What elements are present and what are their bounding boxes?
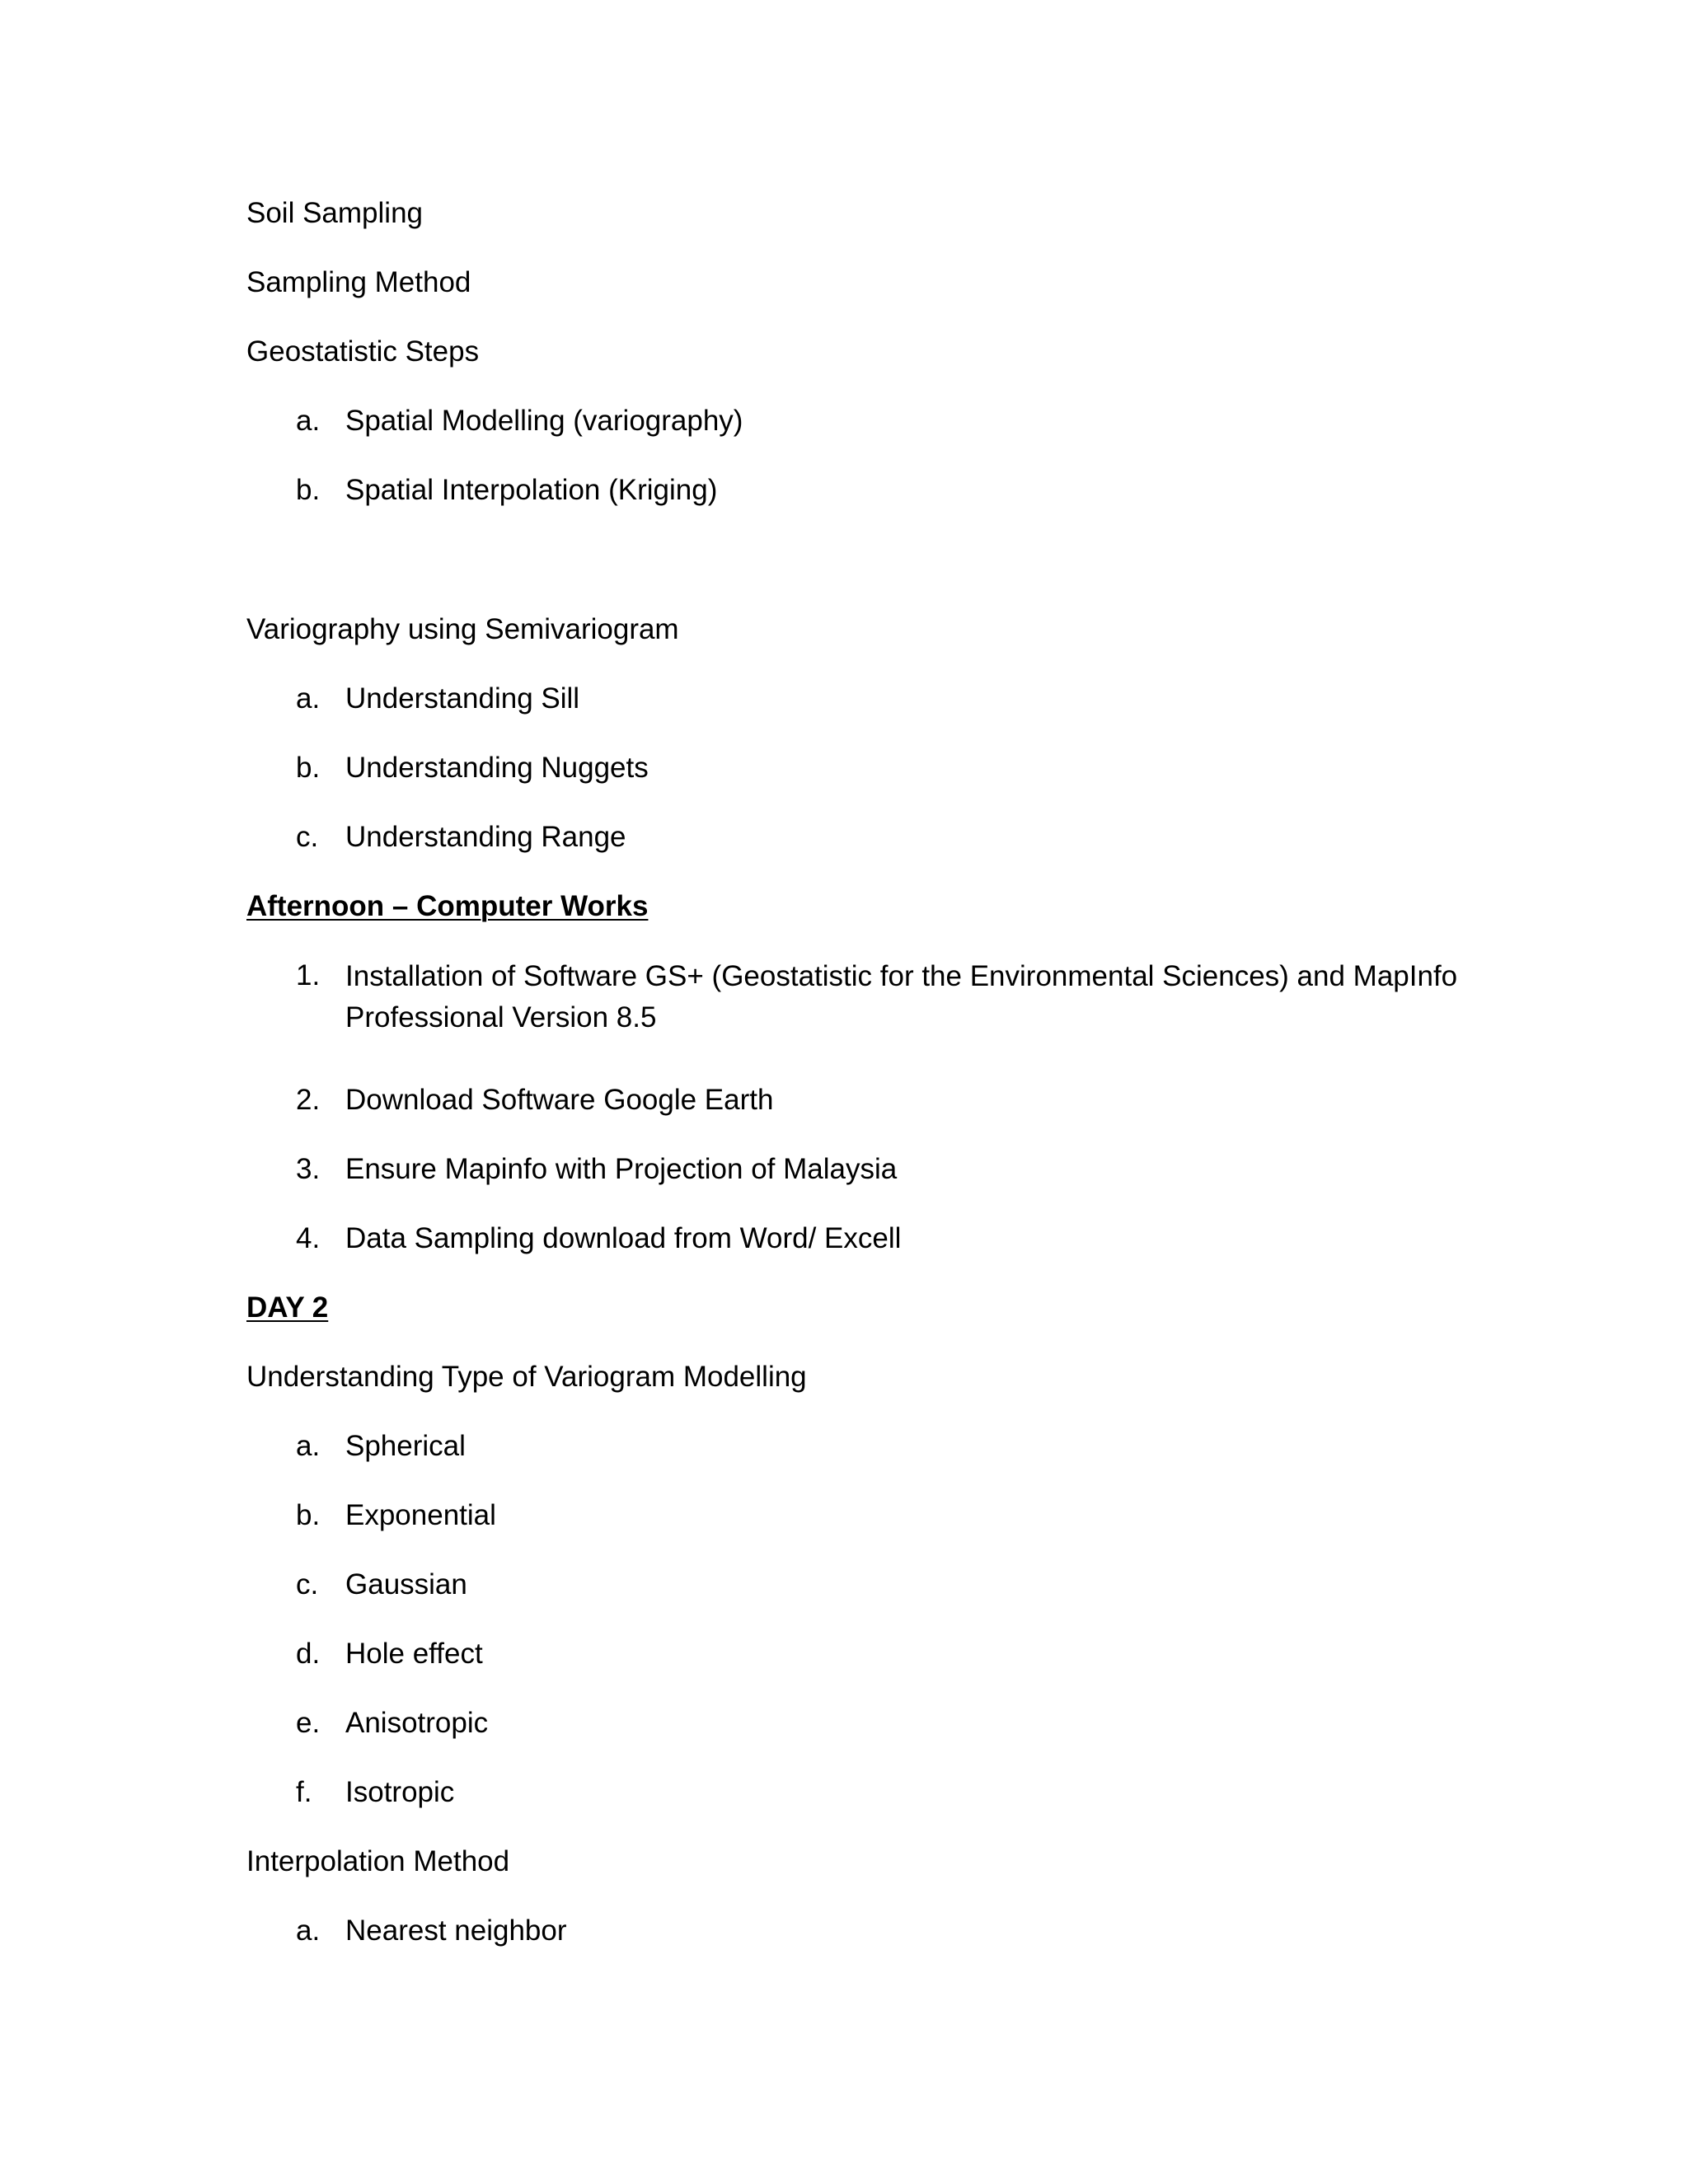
list-item-text: Understanding Sill [345,682,580,715]
list-marker: 4. [296,1222,321,1254]
list-item-text: Spatial Interpolation (Kriging) [345,474,718,506]
list-item-text: Ensure Mapinfo with Projection of Malaysia [345,1153,898,1185]
list-item-text: Spherical [345,1430,466,1462]
list-marker: a. [296,682,321,715]
text-soil-sampling: Soil Sampling [246,197,423,229]
list-item-text: Anisotropic [345,1707,489,1739]
list-marker: b. [296,752,321,784]
text-sampling-method: Sampling Method [246,266,471,298]
list-marker: 2. [296,1084,321,1116]
list-marker: a. [296,405,321,437]
list-marker: e. [296,1707,321,1739]
list-marker: c. [296,1568,319,1601]
list-item-text: Understanding Range [345,821,626,853]
list-item-text: Nearest neighbor [345,1915,567,1947]
list-marker: d. [296,1638,321,1670]
list-marker: c. [296,821,319,853]
text-variogram-modelling-heading: Understanding Type of Variogram Modelling [246,1361,807,1393]
list-item-text: Data Sampling download from Word/ Excell [345,1222,902,1254]
list-marker: a. [296,1430,321,1462]
list-marker: a. [296,1915,321,1947]
list-marker: f. [296,1776,312,1808]
list-item-text: Isotropic [345,1776,455,1808]
afternoon-heading: Afternoon – Computer Works [246,890,649,922]
list-marker: b. [296,1499,321,1531]
text-interpolation-heading: Interpolation Method [246,1845,510,1877]
day2-heading: DAY 2 [246,1291,329,1324]
list-item-text: Gaussian [345,1568,467,1601]
list-item-text: Download Software Google Earth [345,1084,774,1116]
text-variography-heading: Variography using Semivariogram [246,613,679,645]
list-marker: 1. [296,959,321,991]
list-item-text: Installation of Software GS+ (Geostatistic for the Environmental Sciences) and MapInfo Professional Version 8.5 [345,960,1458,1033]
list-marker: 3. [296,1153,321,1185]
list-marker: b. [296,474,321,506]
list-item-text: Understanding Nuggets [345,752,649,784]
list-item-text: Spatial Modelling (variography) [345,405,743,437]
list-item-text: Hole effect [345,1638,483,1670]
list-item-text: Exponential [345,1499,496,1531]
text-geostatistic-steps: Geostatistic Steps [246,335,480,368]
